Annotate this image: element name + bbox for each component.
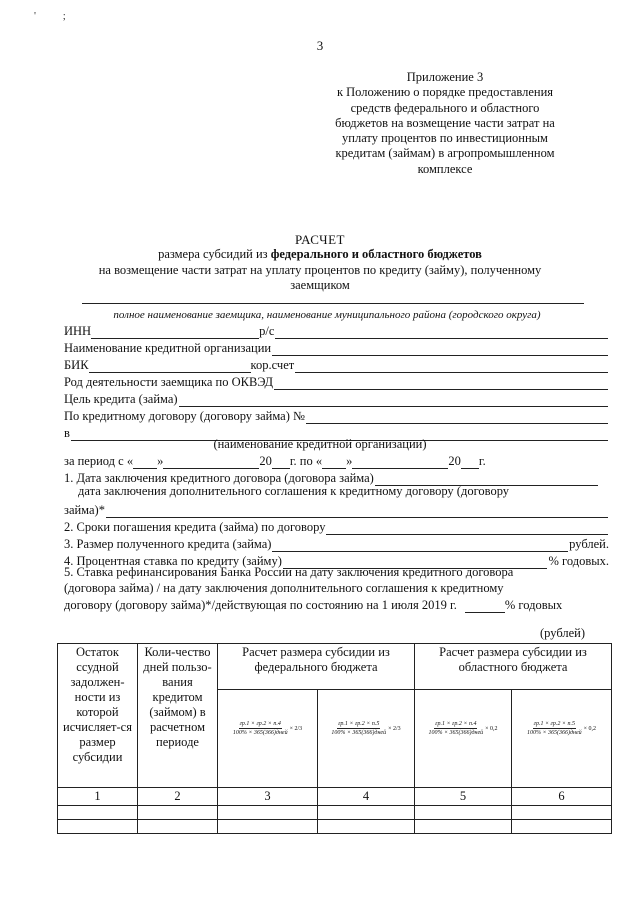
period-quote: » [346,454,353,468]
period-to-day[interactable] [322,456,346,469]
table-cell[interactable] [318,806,415,820]
purpose-label: Цель кредита (займа) [64,392,178,406]
formula-cell [512,690,612,788]
item4-unit: % годовых. [548,554,609,568]
formula-multiplier: × 2/3 [289,725,303,732]
item5-field[interactable] [465,600,505,613]
okved-row [64,373,609,390]
contract-label: По кредитному договору (договору займа) № [64,409,305,423]
appendix-line: комплексе [417,161,473,176]
bank-caption: (наименование кредитной организации) [213,437,427,451]
item1b-row [64,501,609,518]
item2-field[interactable] [326,522,608,535]
subtitle-text: размера субсидий из [158,247,271,261]
appendix-block [330,70,560,177]
column-number: 6 [512,788,612,806]
item1b-line1: дата заключения дополнительного соглашения к кредитному договору (договору [78,484,510,498]
inn-label: ИНН [64,324,92,338]
table-cell[interactable] [318,820,415,834]
okved-field[interactable] [274,377,608,390]
period-from-day[interactable] [133,456,157,469]
appendix-line: к Положению о порядке предоставления [336,85,554,100]
corner-marks: ' ; [34,10,78,22]
subtitle-bold: федерального и областного бюджетов [270,247,482,261]
rs-field[interactable] [275,326,608,339]
period-quote: » [157,454,164,468]
formula-multiplier: × 2/3 [388,725,401,732]
column-number: 3 [218,788,318,806]
v-label: в [64,426,70,440]
table-cell[interactable] [138,820,218,834]
subtitle-line3: заемщиком [290,278,350,292]
item5-line3: договору (договору займа)*/действующая по состоянию на 1 июля 2019 г. [64,598,457,612]
header-balance: Остаток ссудной задолжен-ности из которой исчисляет-ся размер субсидии [58,644,138,788]
formula [233,720,302,737]
appendix-line: Приложение 3 [406,70,484,84]
formula-numerator: гр.1 × гр.2 × п.4 [239,721,281,727]
inn-field[interactable] [91,326,259,339]
contract-field[interactable] [306,411,608,424]
item5-row [64,596,609,613]
appendix-line: уплату процентов по инвестиционным [342,131,548,146]
bik-field[interactable] [89,360,251,373]
item1b-field[interactable] [106,505,608,518]
document-title: РАСЧЕТ [295,232,345,247]
period-year-suffix: г. [478,454,486,468]
column-number: 4 [318,788,415,806]
item3-label: 3. Размер полученного кредита (займа) [64,537,272,551]
purpose-field[interactable] [179,394,608,407]
period-to-month[interactable] [352,456,448,469]
item3-field[interactable] [272,539,568,552]
formula-numerator: гр.1 × гр.2 × п.4 [435,721,477,727]
appendix-line: средств федерального и областного [350,100,540,115]
period-from-label: за период с « [64,454,134,468]
column-number: 1 [58,788,138,806]
inn-row [64,322,609,339]
borrower-line[interactable] [82,303,584,304]
bank-label: Наименование кредитной организации [64,341,272,355]
period-year-prefix: 20 [448,454,461,468]
table-cell[interactable] [415,820,512,834]
item5-line2: (договора займа) / на дату заключения дополнительного соглашения к кредитному [64,581,504,595]
period-from-year[interactable] [272,456,290,469]
period-to-year[interactable] [461,456,479,469]
rs-label: р/с [259,324,275,338]
period-to-label: г. по « [289,454,323,468]
header-regional: Расчет размера субсидии из областного бюджета [415,644,612,690]
column-number: 5 [415,788,512,806]
formula-cell [415,690,512,788]
formula-denominator: 100% × 365(366)дней [232,730,288,736]
document-subtitle [70,247,570,294]
period-row [64,452,554,469]
item2-label: 2. Сроки погашения кредита (займа) по договору [64,520,326,534]
formula-denominator: 100% × 365(366)дней [526,730,582,736]
formula-cell [218,690,318,788]
bik-label: БИК [64,358,89,372]
kor-label: кор.счет [250,358,295,372]
item5-unit: % годовых [504,598,563,612]
appendix-line: кредитам (займам) в агропромышленном [335,146,555,161]
formula-multiplier: × 0,2 [583,725,597,732]
item5-line1: 5. Ставка рефинансирования Банка России на дату заключения кредитного договора [64,565,514,579]
header-federal: Расчет размера субсидии из федерального бюджета [218,644,415,690]
period-from-month[interactable] [163,456,259,469]
formula-numerator: гр.1 × гр.2 × п.5 [338,721,380,727]
item3-row [64,535,609,552]
item3-unit: рублей. [569,537,609,551]
table-cell[interactable] [218,806,318,820]
table-cell[interactable] [138,806,218,820]
item4-label: 4. Процентная ставка по кредиту (займу) [64,554,282,568]
table-cell[interactable] [58,820,138,834]
item1b-line2: займа)* [64,503,105,517]
table-cell[interactable] [512,820,612,834]
formula-denominator: 100% × 365(366)дней [428,730,484,736]
appendix-line: бюджетов на возмещение части затрат на [335,115,555,130]
table-cell[interactable] [218,820,318,834]
bank-field[interactable] [272,343,608,356]
table-cell[interactable] [512,806,612,820]
page-number: 3 [316,38,324,53]
subsidy-table [57,643,612,834]
table-cell[interactable] [58,806,138,820]
borrower-caption: полное наименование заемщика, наименование муниципального района (городского округа) [113,309,541,321]
formula [428,720,497,737]
kor-field[interactable] [295,360,608,373]
formula [331,720,400,737]
header-days: Коли-чество дней пользо-вания кредитом (займом) в расчетном периоде [138,644,218,788]
period-year-prefix: 20 [259,454,272,468]
subtitle-line2: на возмещение части затрат на уплату процентов по кредиту (займу), полученному [98,262,542,277]
contract-row [64,407,609,424]
item2-row [64,518,609,535]
okved-label: Род деятельности заемщика по ОКВЭД [64,375,274,389]
table-unit: (рублей) [540,626,586,640]
bik-row [64,356,609,373]
column-number: 2 [138,788,218,806]
formula-cell [318,690,415,788]
formula-numerator: гр.1 × гр.2 × п.5 [533,721,575,727]
table-cell[interactable] [415,806,512,820]
formula-multiplier: × 0,2 [485,725,498,732]
purpose-row [64,390,609,407]
item1-label: 1. Дата заключения кредитного договора (договора займа) [64,471,374,485]
formula [527,720,596,737]
formula-denominator: 100% × 365(366)дней [331,730,387,736]
bank-row [64,339,609,356]
